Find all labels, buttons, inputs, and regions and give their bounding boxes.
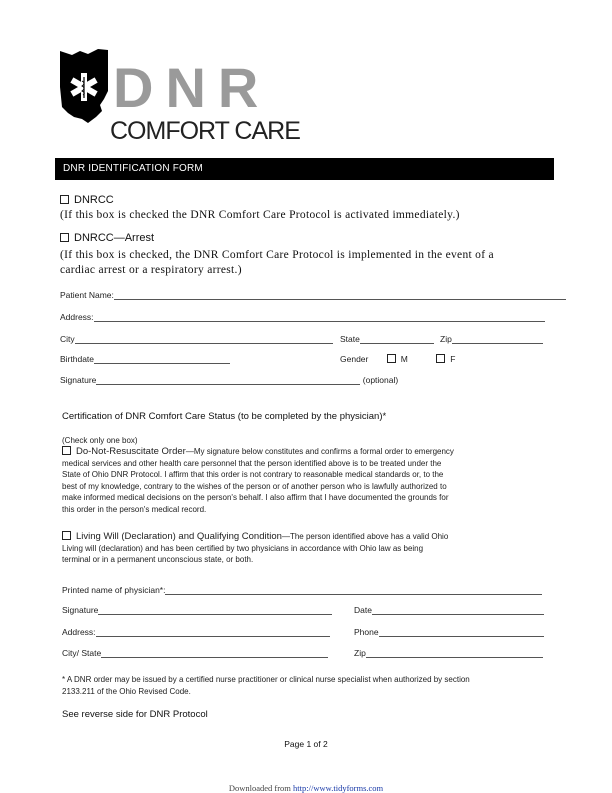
living-will-text-1: —The person identified above has a valid Ohio xyxy=(281,532,449,541)
footnote-line-1: * A DNR order may be issued by a certified nurse practitioner or clinical nurse specialist when authorized by section xyxy=(62,675,470,684)
patient-signature-field[interactable] xyxy=(60,375,398,385)
patient-state-input[interactable] xyxy=(360,334,434,344)
logo-comfort-care-text: COMFORT CARE xyxy=(110,117,300,145)
living-will-label: Living Will (Declaration) and Qualifying Condition xyxy=(76,531,282,542)
physician-zip-field[interactable] xyxy=(354,648,543,658)
physician-date-field[interactable] xyxy=(354,605,544,615)
physician-signature-field[interactable] xyxy=(62,605,332,615)
physician-date-label: Date xyxy=(354,605,372,615)
patient-name-input[interactable] xyxy=(114,290,566,300)
gender-f-checkbox[interactable] xyxy=(436,354,445,363)
dnrcc-arrest-option[interactable] xyxy=(60,232,154,244)
physician-address-field[interactable] xyxy=(62,627,330,637)
physician-signature-input[interactable] xyxy=(98,605,332,615)
gender-m-checkbox[interactable] xyxy=(387,354,396,363)
physician-city-state-field[interactable] xyxy=(62,648,328,658)
dnrcc-arrest-description-2: cardiac arrest or a respiratory arrest.) xyxy=(60,264,242,276)
living-will-text-2: Living will (declaration) and has been certified by two physicians in accordance with Ohio law as being xyxy=(62,543,424,553)
patient-address-input[interactable] xyxy=(94,312,545,322)
check-one-note: (Check only one box) xyxy=(62,436,138,445)
patient-signature-input[interactable] xyxy=(96,375,360,385)
physician-phone-input[interactable] xyxy=(379,627,544,637)
physician-address-label: Address: xyxy=(62,627,96,637)
physician-city-state-label: City/ State xyxy=(62,648,102,658)
patient-birthdate-label: Birthdate xyxy=(60,354,95,364)
gender-label: Gender xyxy=(340,354,369,364)
certification-title: Certification of DNR Comfort Care Status (to be completed by the physician)* xyxy=(62,411,387,422)
reverse-side-note: See reverse side for DNR Protocol xyxy=(62,709,208,720)
dnr-order-text-4: best of my knowledge, contrary to the wishes of the person or of another person who is lawfully authorized to xyxy=(62,481,447,491)
gender-m-label: M xyxy=(400,354,408,364)
dnr-order-label: Do-Not-Resuscitate Order xyxy=(76,446,186,457)
physician-city-state-input[interactable] xyxy=(101,648,328,658)
physician-name-field[interactable] xyxy=(62,585,542,595)
living-will-checkbox[interactable] xyxy=(62,531,71,540)
dnrcc-arrest-label: DNRCC—Arrest xyxy=(74,232,155,244)
ohio-state-logo xyxy=(58,47,110,125)
dnr-order-text-5: make informed medical decisions on the person's behalf. I also affirm that I have documented the grounds for xyxy=(62,493,449,502)
dnrcc-arrest-checkbox[interactable] xyxy=(60,233,69,242)
patient-city-label: City xyxy=(60,334,75,344)
physician-zip-input[interactable] xyxy=(366,648,543,658)
dnrcc-checkbox[interactable] xyxy=(60,195,69,204)
physician-date-input[interactable] xyxy=(372,605,544,615)
patient-address-label: Address: xyxy=(60,312,94,322)
page-number: Page 1 of 2 xyxy=(284,739,328,749)
logo-dnr-text: DNR xyxy=(113,56,271,119)
form-title-bar xyxy=(55,158,554,180)
dnr-order-text-2: medical services and other health care personnel that the person identified above is to be treated under the xyxy=(62,458,442,468)
footnote xyxy=(62,674,546,697)
living-will-block xyxy=(62,531,546,566)
dnr-order-text-3: State of Ohio DNR Protocol. I affirm that this order is not contrary to reasonable medical standards or, to the xyxy=(62,470,444,479)
patient-birthdate-field[interactable] xyxy=(60,354,230,364)
gender-field xyxy=(340,354,455,364)
patient-name-field[interactable] xyxy=(60,290,566,300)
dnrcc-arrest-description-1: (If this box is checked, the DNR Comfort Care Protocol is implemented in the event of a xyxy=(60,249,494,261)
download-footer-link[interactable]: http://www.tidyforms.com xyxy=(293,783,384,793)
physician-zip-label: Zip xyxy=(354,648,366,658)
dnrcc-label: DNRCC xyxy=(74,194,114,206)
dnr-order-text-1: —My signature below constitutes and confirms a formal order to emergency xyxy=(185,447,454,456)
physician-address-input[interactable] xyxy=(96,627,330,637)
patient-birthdate-input[interactable] xyxy=(94,354,230,364)
patient-state-label: State xyxy=(340,334,360,344)
patient-state-field[interactable] xyxy=(340,334,434,344)
dnrcc-option[interactable] xyxy=(60,194,114,206)
physician-name-input[interactable] xyxy=(165,585,542,595)
footnote-line-2: 2133.211 of the Ohio Revised Code. xyxy=(62,686,191,696)
dnrcc-description: (If this box is checked the DNR Comfort Care Protocol is activated immediately.) xyxy=(60,209,460,221)
patient-zip-label: Zip xyxy=(440,334,452,344)
optional-note: (optional) xyxy=(362,375,399,385)
patient-name-label: Patient Name: xyxy=(60,290,114,300)
patient-zip-field[interactable] xyxy=(440,334,543,344)
patient-signature-label: Signature xyxy=(60,375,97,385)
living-will-text-3: terminal or in a permanent unconscious state, or both. xyxy=(62,555,254,564)
download-footer-text: Downloaded from xyxy=(228,783,294,793)
form-title: DNR IDENTIFICATION FORM xyxy=(63,163,203,174)
patient-city-field[interactable] xyxy=(60,334,333,344)
patient-address-field[interactable] xyxy=(60,312,545,322)
patient-city-input[interactable] xyxy=(75,334,333,344)
physician-name-label: Printed name of physician*: xyxy=(62,585,166,595)
dnr-order-checkbox[interactable] xyxy=(62,446,71,455)
dnr-order-text-6: this order in the person's medical record. xyxy=(62,504,207,514)
patient-zip-input[interactable] xyxy=(452,334,543,344)
physician-signature-label: Signature xyxy=(62,605,99,615)
dnr-order-block xyxy=(62,446,546,515)
physician-phone-label: Phone xyxy=(354,627,379,637)
physician-phone-field[interactable] xyxy=(354,627,544,637)
gender-f-label: F xyxy=(450,354,456,364)
